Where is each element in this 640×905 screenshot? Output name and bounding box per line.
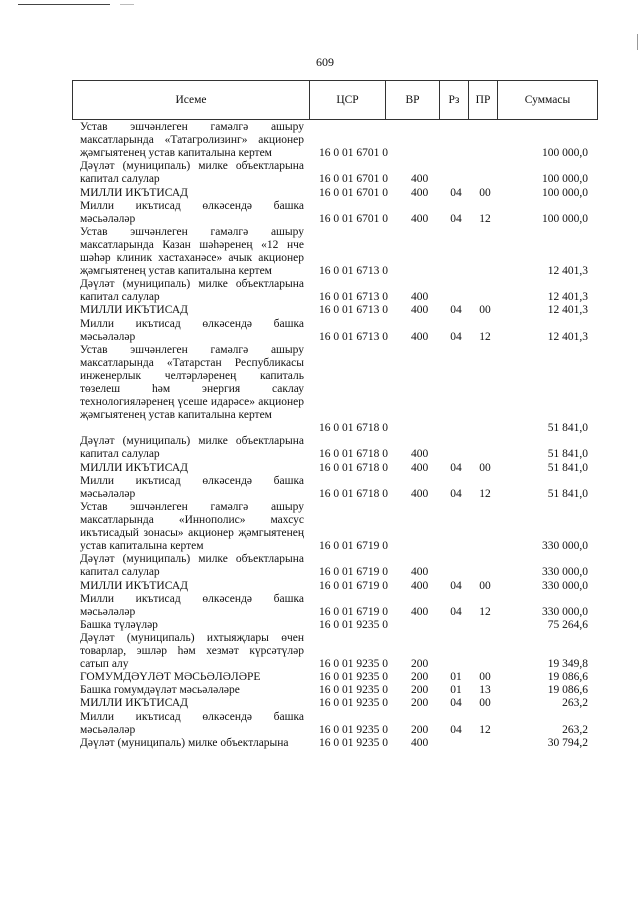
row-csr: 16 0 01 6701 0 <box>319 147 388 160</box>
row-vr: 200 <box>411 697 429 710</box>
row-csr: 16 0 01 9235 0 <box>319 697 388 710</box>
row-name: ГОМУМДӘҮЛӘТ МӘСЬӘЛӘЛӘРЕ <box>80 671 261 684</box>
row-csr: 16 0 01 9235 0 <box>319 684 388 697</box>
row-sum: 330 000,0 <box>542 579 588 592</box>
row-name: Дәүләт (муниципаль) милке объектларына капитал салулар <box>80 553 304 579</box>
row-csr: 16 0 01 6701 0 <box>319 212 388 225</box>
row-csr: 16 0 01 6701 0 <box>319 186 388 199</box>
row-vr: 400 <box>411 487 429 500</box>
table-row <box>0 684 640 697</box>
row-rz: 04 <box>450 605 462 618</box>
header-rz: Рз <box>440 81 469 119</box>
row-csr: 16 0 01 6719 0 <box>319 579 388 592</box>
row-pr: 00 <box>479 697 491 710</box>
table-header <box>72 80 598 120</box>
table-row <box>0 435 640 461</box>
row-sum: 51 841,0 <box>547 461 588 474</box>
row-pr: 12 <box>479 487 491 500</box>
row-pr: 12 <box>479 212 491 225</box>
top-rule <box>18 4 110 5</box>
table-row <box>0 711 640 737</box>
row-sum: 263,2 <box>562 697 588 710</box>
row-sum: 51 841,0 <box>547 487 588 500</box>
row-name: МИЛЛИ ИКЪТИСАД <box>80 579 188 592</box>
row-sum: 30 794,2 <box>547 736 588 749</box>
row-csr: 16 0 01 6719 0 <box>319 540 388 553</box>
table-row <box>0 737 640 750</box>
row-sum: 12 401,3 <box>547 304 588 317</box>
table-row <box>0 200 640 226</box>
row-vr: 400 <box>411 605 429 618</box>
row-vr: 400 <box>411 291 429 304</box>
row-name: Башка түләүләр <box>80 618 158 631</box>
row-name: Устав эшчәнлеген гамәлгә ашыру максатларында Казан шәһәренең «12 нче шәһәр клиник хастаханәсе» ачык акционер җәмгыятенең устав капиталына кертем <box>80 225 304 278</box>
table-row <box>0 226 640 278</box>
row-csr: 16 0 01 6718 0 <box>319 487 388 500</box>
row-rz: 04 <box>450 461 462 474</box>
row-rz: 04 <box>450 212 462 225</box>
row-pr: 12 <box>479 723 491 736</box>
row-sum: 12 401,3 <box>547 330 588 343</box>
row-pr: 00 <box>479 461 491 474</box>
row-vr: 400 <box>411 212 429 225</box>
row-name: Милли икътисад өлкәсендә башка мәсьәләләр <box>80 592 304 618</box>
row-sum: 100 000,0 <box>542 212 588 225</box>
row-sum: 19 086,6 <box>547 684 588 697</box>
row-pr: 00 <box>479 579 491 592</box>
row-name: МИЛЛИ ИКЪТИСАД <box>80 461 188 474</box>
row-sum: 330 000,0 <box>542 605 588 618</box>
row-csr: 16 0 01 9235 0 <box>319 736 388 749</box>
row-vr: 400 <box>411 566 429 579</box>
row-name: МИЛЛИ ИКЪТИСАД <box>80 304 188 317</box>
row-name: Устав эшчәнлеген гамәлгә ашыру максатларында «Татарстан Республикасы инженерлык челтәрләренең капиталь төзелеш һәм энергия саклау технологияләренең үсеше идарәсе» акционер җәмгыятенең устав капиталына кертем <box>80 343 304 422</box>
row-vr: 400 <box>411 448 429 461</box>
row-csr: 16 0 01 9235 0 <box>319 671 388 684</box>
row-csr: 16 0 01 6713 0 <box>319 291 388 304</box>
table-row <box>0 344 640 436</box>
row-vr: 400 <box>411 330 429 343</box>
row-sum: 51 841,0 <box>547 448 588 461</box>
header-csr: ЦСР <box>310 81 386 119</box>
row-name: Милли икътисад өлкәсендә башка мәсьәләләр <box>80 710 304 736</box>
table-row <box>0 593 640 619</box>
row-vr: 200 <box>411 671 429 684</box>
row-vr: 400 <box>411 461 429 474</box>
row-name: Дәүләт (муниципаль) милке объектларына капитал салулар <box>80 160 304 186</box>
row-vr: 400 <box>411 173 429 186</box>
row-pr: 13 <box>479 684 491 697</box>
table-row <box>0 475 640 501</box>
row-sum: 75 264,6 <box>547 618 588 631</box>
row-sum: 19 086,6 <box>547 671 588 684</box>
row-csr: 16 0 01 6719 0 <box>319 566 388 579</box>
row-csr: 16 0 01 6718 0 <box>319 461 388 474</box>
row-vr: 200 <box>411 658 429 671</box>
row-name: МИЛЛИ ИКЪТИСАД <box>80 697 188 710</box>
row-rz: 04 <box>450 330 462 343</box>
table-row <box>0 160 640 186</box>
row-vr: 400 <box>411 579 429 592</box>
row-vr: 200 <box>411 723 429 736</box>
row-name: Милли икътисад өлкәсендә башка мәсьәләләр <box>80 474 304 500</box>
table-row <box>0 462 640 475</box>
table-row <box>0 697 640 710</box>
edge-mark <box>637 34 638 50</box>
row-csr: 16 0 01 9235 0 <box>319 723 388 736</box>
table-row <box>0 619 640 632</box>
top-rule-short <box>120 4 134 5</box>
table-row <box>0 187 640 200</box>
table-row <box>0 121 640 160</box>
row-name: Дәүләт (муниципаль) ихтыяҗлары өчен товарлар, эшләр һәм хезмәт күрсәтүләр сатып алу <box>80 631 304 671</box>
row-sum: 330 000,0 <box>542 566 588 579</box>
page-number: 609 <box>316 55 334 69</box>
row-vr: 400 <box>411 736 429 749</box>
row-sum: 263,2 <box>562 723 588 736</box>
row-csr: 16 0 01 6718 0 <box>319 448 388 461</box>
row-csr: 16 0 01 9235 0 <box>319 618 388 631</box>
row-pr: 12 <box>479 605 491 618</box>
header-vr: ВР <box>386 81 440 119</box>
row-sum: 100 000,0 <box>542 147 588 160</box>
row-name: Устав эшчәнлеген гамәлгә ашыру максатларында «Татагролизинг» акционер җәмгыятенең устав капиталына кертем <box>80 121 304 160</box>
row-csr: 16 0 01 6713 0 <box>319 304 388 317</box>
row-csr: 16 0 01 6713 0 <box>319 265 388 278</box>
header-sum: Суммасы <box>524 94 571 106</box>
table-row <box>0 632 640 671</box>
row-csr: 16 0 01 9235 0 <box>319 658 388 671</box>
row-csr: 16 0 01 6718 0 <box>319 422 388 435</box>
row-rz: 04 <box>450 487 462 500</box>
row-name: Устав эшчәнлеген гамәлгә ашыру максатларында «Иннополис» махсус икътисадый зонасы» акционер җәмгыятенең устав капиталына кертем <box>80 500 304 553</box>
row-sum: 12 401,3 <box>547 291 588 304</box>
row-rz: 01 <box>450 671 462 684</box>
row-rz: 04 <box>450 579 462 592</box>
table-row <box>0 304 640 317</box>
row-name: Дәүләт (муниципаль) милке объектларына капитал салулар <box>80 435 304 461</box>
row-csr: 16 0 01 6701 0 <box>319 173 388 186</box>
row-csr: 16 0 01 6719 0 <box>319 605 388 618</box>
row-rz: 04 <box>450 723 462 736</box>
row-vr: 400 <box>411 304 429 317</box>
row-vr: 400 <box>411 186 429 199</box>
row-vr: 200 <box>411 684 429 697</box>
table-row <box>0 501 640 553</box>
row-pr: 00 <box>479 671 491 684</box>
table-row <box>0 318 640 344</box>
row-sum: 100 000,0 <box>542 186 588 199</box>
row-rz: 04 <box>450 697 462 710</box>
row-sum: 12 401,3 <box>547 265 588 278</box>
row-pr: 12 <box>479 330 491 343</box>
header-pr: ПР <box>469 81 498 119</box>
row-sum: 330 000,0 <box>542 540 588 553</box>
row-pr: 00 <box>479 186 491 199</box>
row-name: Дәүләт (муниципаль) милке объектларына капитал салулар <box>80 278 304 304</box>
row-sum: 51 841,0 <box>547 422 588 435</box>
table-row <box>0 671 640 684</box>
row-sum: 100 000,0 <box>542 173 588 186</box>
row-rz: 04 <box>450 186 462 199</box>
row-name: Дәүләт (муниципаль) милке объектларына <box>80 736 289 749</box>
row-name: Башка гомумдәүләт мәсьәләләре <box>80 684 240 697</box>
row-name: Милли икътисад өлкәсендә башка мәсьәләләр <box>80 199 304 225</box>
row-sum: 19 349,8 <box>547 658 588 671</box>
table-row <box>0 553 640 579</box>
table-row <box>0 278 640 304</box>
row-pr: 00 <box>479 304 491 317</box>
table-row <box>0 580 640 593</box>
row-csr: 16 0 01 6713 0 <box>319 330 388 343</box>
row-name: МИЛЛИ ИКЪТИСАД <box>80 186 188 199</box>
row-rz: 04 <box>450 304 462 317</box>
header-name: Исеме <box>73 81 310 119</box>
row-rz: 01 <box>450 684 462 697</box>
row-name: Милли икътисад өлкәсендә башка мәсьәләләр <box>80 317 304 343</box>
